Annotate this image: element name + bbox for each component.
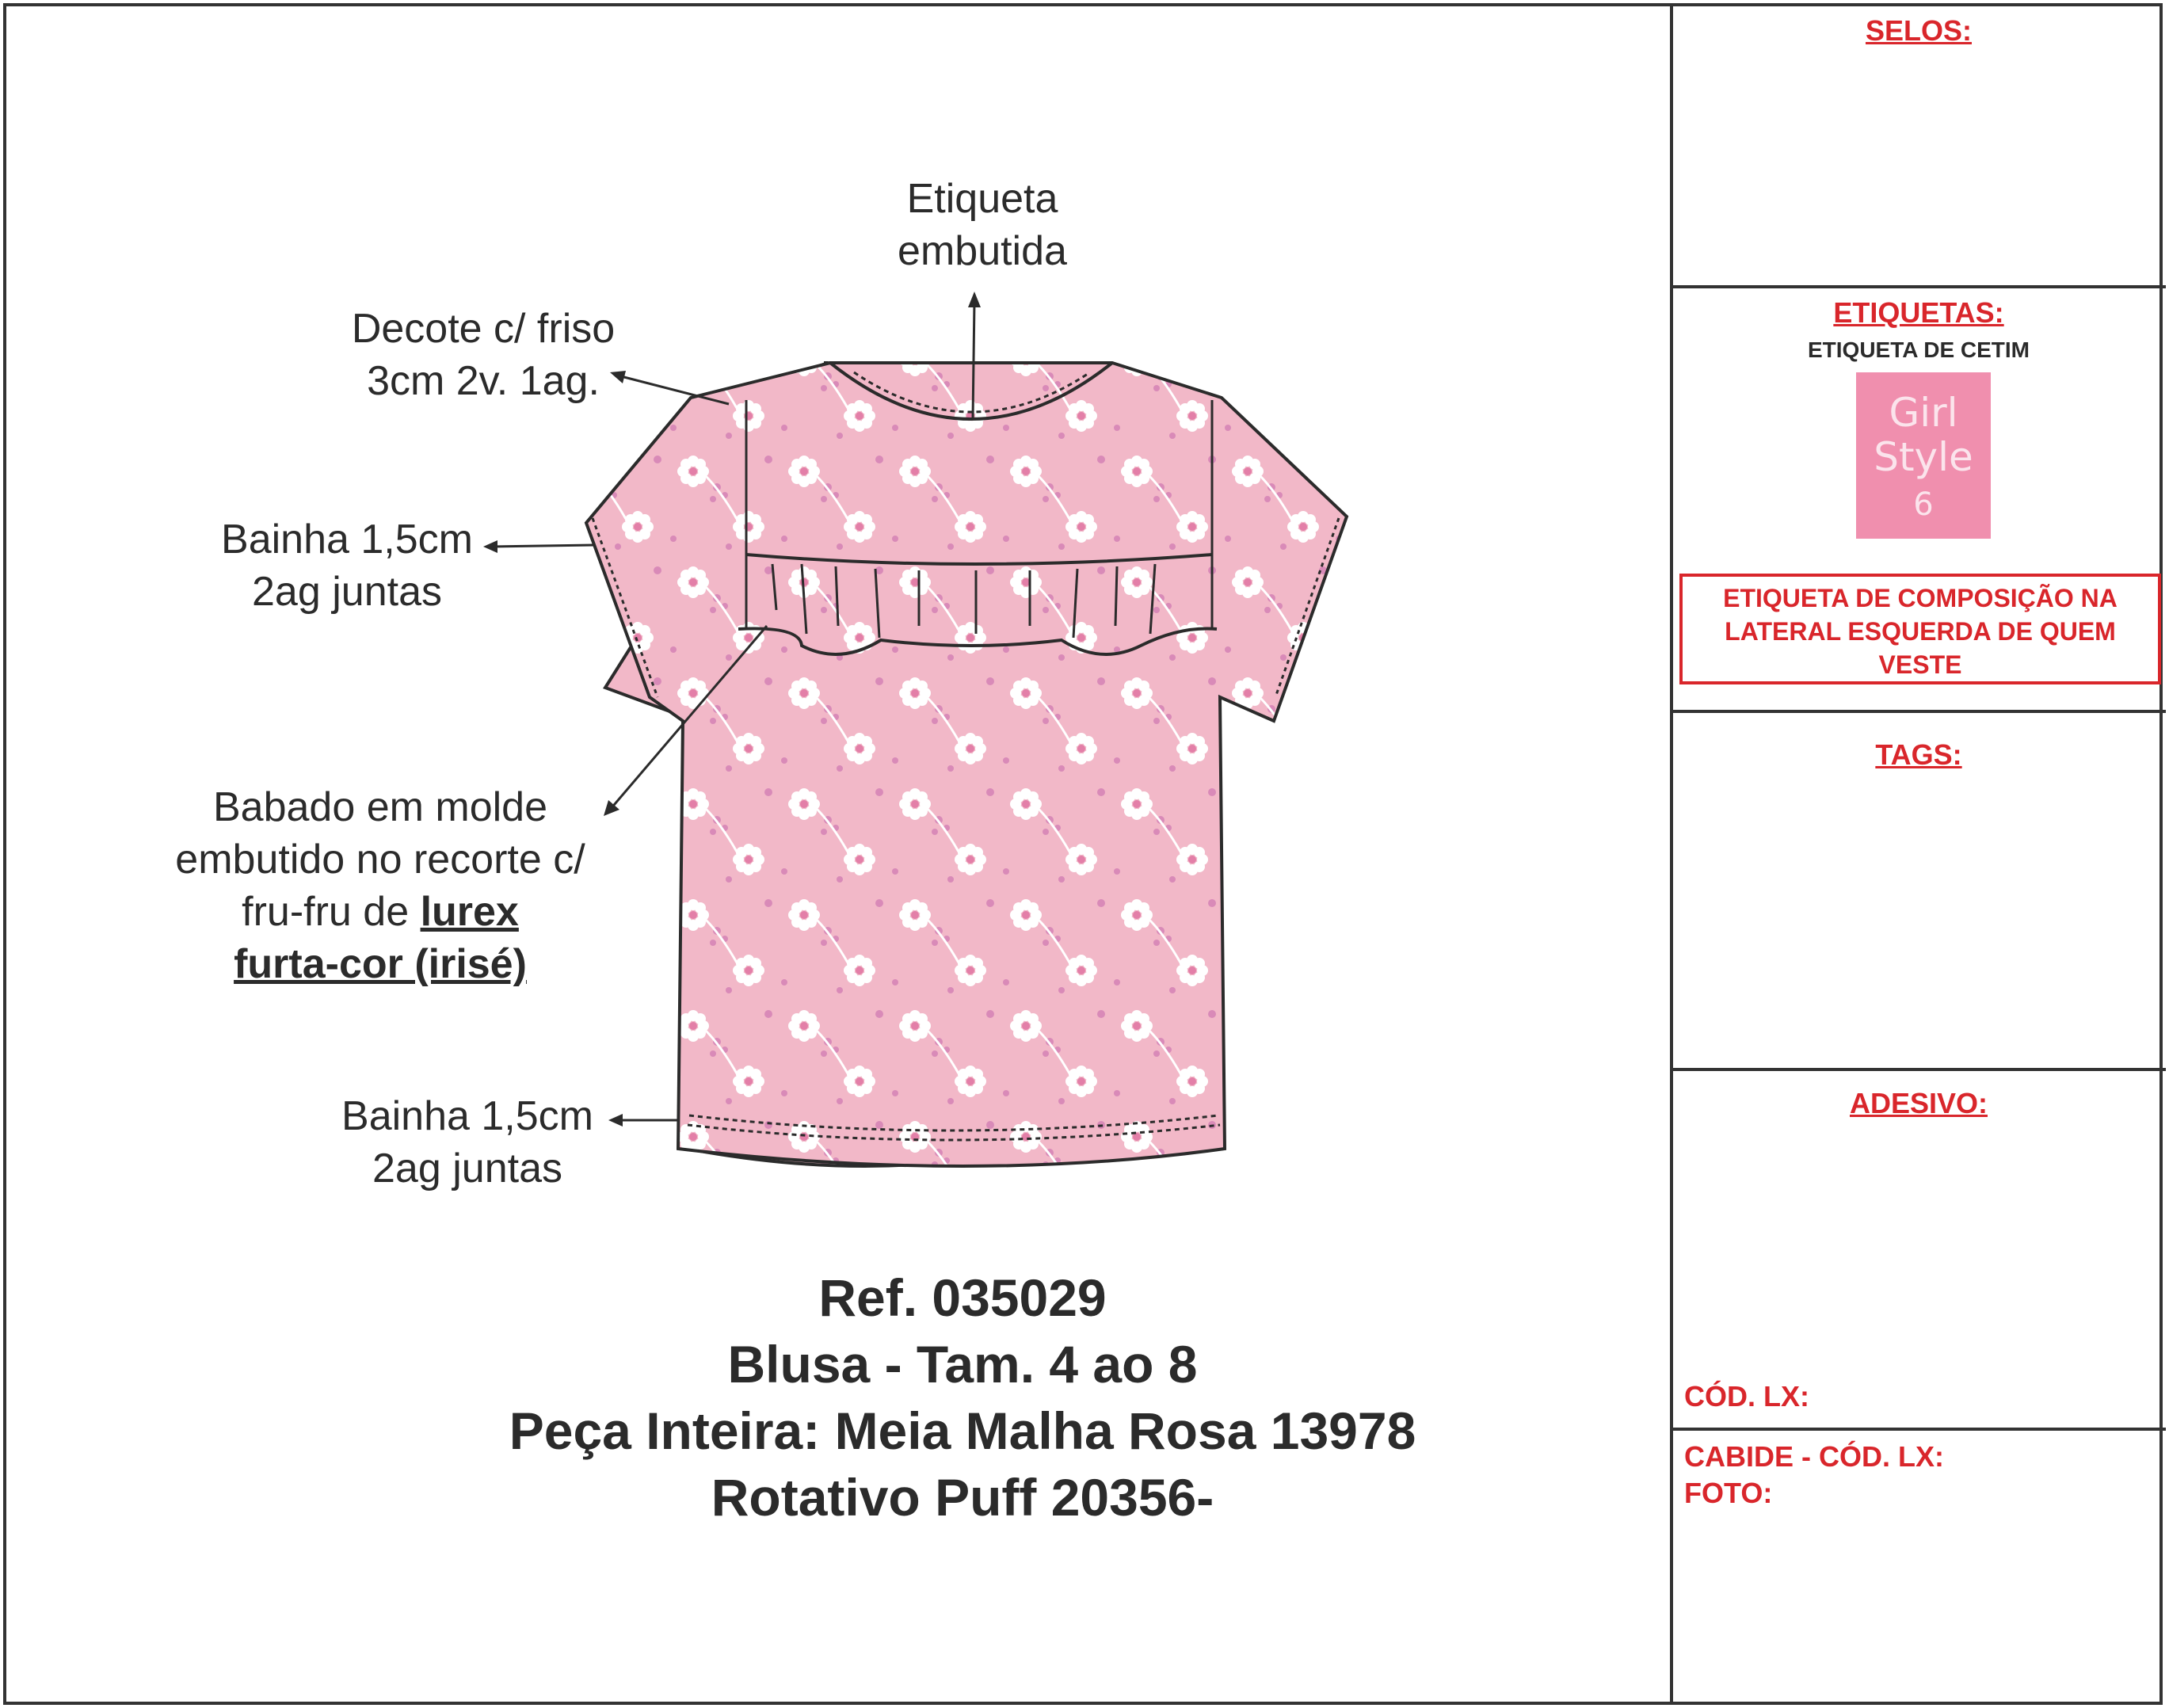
note-bainha-barra: Bainha 1,5cm 2ag juntas [341, 1093, 593, 1191]
section-divider [1672, 1428, 2166, 1431]
note-etiqueta: Etiqueta embutida [898, 176, 1067, 274]
product-fabric: Peça Inteira: Meia Malha Rosa 13978 [509, 1401, 1416, 1460]
composicao-notice: ETIQUETA DE COMPOSIÇÃO NA LATERAL ESQUERDA DE QUEM VESTE [1679, 574, 2161, 684]
product-name: Blusa - Tam. 4 ao 8 [727, 1335, 1198, 1393]
adesivo-heading: ADESIVO: [1849, 1087, 1988, 1119]
cabide-label: CABIDE - CÓD. LX: [1684, 1440, 1944, 1473]
brand-label-image: Girl Style 6 [1856, 372, 1991, 539]
cod-lx-label: CÓD. LX: [1684, 1380, 1809, 1413]
etiqueta-tipo: ETIQUETA DE CETIM [1808, 337, 2030, 362]
etiquetas-heading: ETIQUETAS: [1833, 296, 2004, 329]
section-divider [1672, 710, 2166, 713]
note-babado: Babado em molde embutido no recorte c/ fru-fru de lurex furta-cor (irisé) [175, 784, 585, 987]
section-divider [1672, 1068, 2166, 1071]
note-decote: Decote c/ friso 3cm 2v. 1ag. [351, 306, 616, 404]
note-bainha-manga: Bainha 1,5cm 2ag juntas [221, 517, 473, 615]
tags-heading: TAGS: [1875, 738, 1962, 771]
section-divider [1672, 285, 2166, 288]
selos-heading: SELOS: [1865, 14, 1972, 47]
product-print: Rotativo Puff 20356- [711, 1468, 1214, 1527]
product-ref: Ref. 035029 [818, 1268, 1107, 1327]
foto-label: FOTO: [1684, 1477, 1773, 1509]
